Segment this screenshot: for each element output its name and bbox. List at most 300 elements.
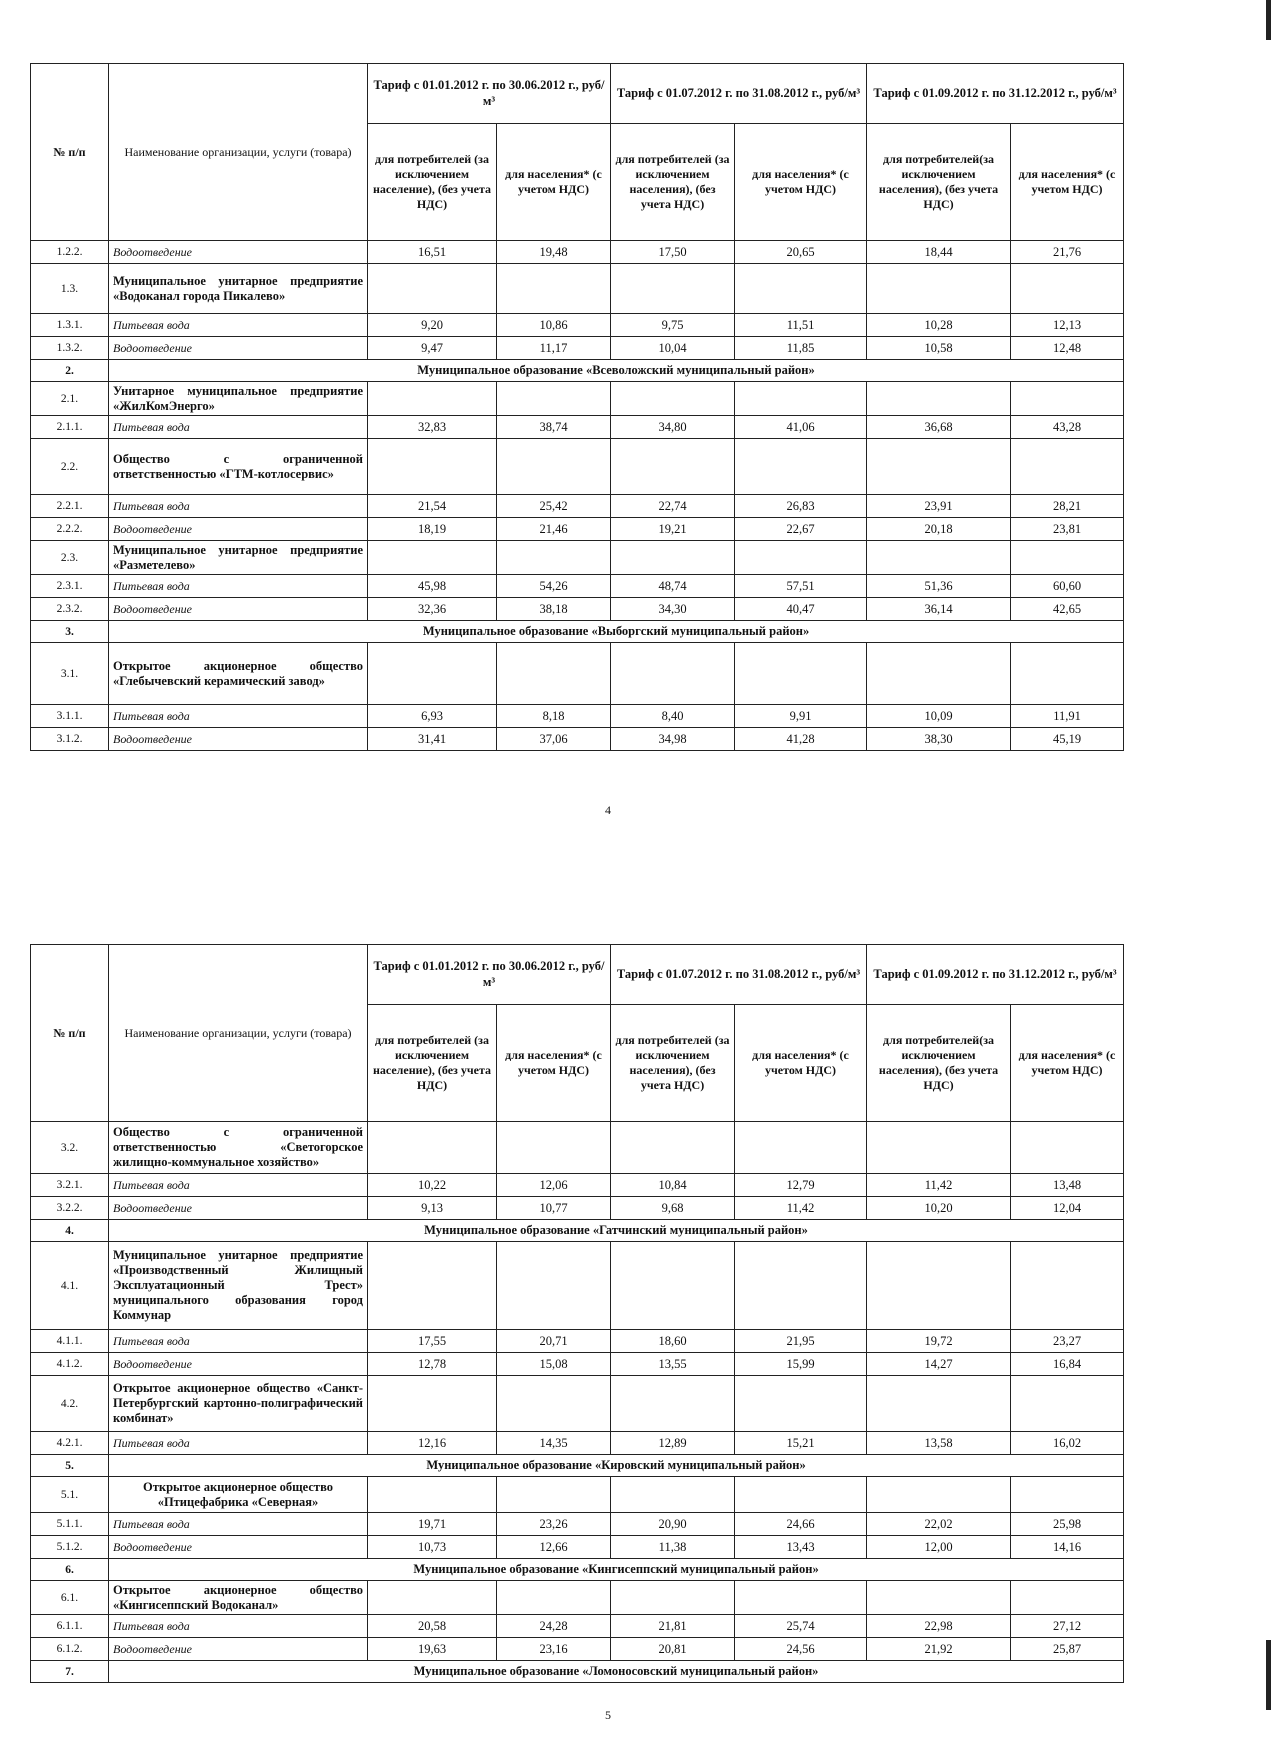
municipality-name: Муниципальное образование «Всеволожский муниципальный район» <box>109 360 1124 382</box>
service-name: Водоотведение <box>109 1536 368 1559</box>
empty-cell <box>497 1581 611 1615</box>
header-p2-population: для населения* (с учетом НДС) <box>735 124 867 241</box>
tariff-value: 10,86 <box>497 314 611 337</box>
tariff-value: 15,21 <box>735 1432 867 1455</box>
row-number: 2.1.1. <box>31 416 109 439</box>
tariff-value: 10,22 <box>368 1174 497 1197</box>
tariff-value: 11,38 <box>611 1536 735 1559</box>
row-number: 1.3. <box>31 264 109 314</box>
header-p2-consumers: для потребителей (за исключением населения), (без учета НДС) <box>611 1005 735 1122</box>
empty-cell <box>735 1477 867 1513</box>
tariff-value: 23,81 <box>1011 518 1124 541</box>
tariff-value: 60,60 <box>1011 575 1124 598</box>
row-number: 3.1.1. <box>31 705 109 728</box>
header-p1-population: для населения* (с учетом НДС) <box>497 124 611 241</box>
header-p1-consumers: для потребителей (за исключением население), (без учета НДС) <box>368 1005 497 1122</box>
tariff-value: 12,04 <box>1011 1197 1124 1220</box>
header-p2-population: для населения* (с учетом НДС) <box>735 1005 867 1122</box>
tariff-table-page-4 <box>30 63 1124 751</box>
row-number: 7. <box>31 1661 109 1683</box>
row-number: 1.2.2. <box>31 241 109 264</box>
tariff-value: 11,85 <box>735 337 867 360</box>
tariff-value: 16,51 <box>368 241 497 264</box>
table-row <box>31 1477 1124 1513</box>
tariff-value: 36,14 <box>867 598 1011 621</box>
row-number: 5.1. <box>31 1477 109 1513</box>
tariff-value: 12,06 <box>497 1174 611 1197</box>
row-number: 3.1. <box>31 643 109 705</box>
tariff-value: 21,76 <box>1011 241 1124 264</box>
tariff-value: 9,47 <box>368 337 497 360</box>
tariff-value: 20,65 <box>735 241 867 264</box>
tariff-value: 24,28 <box>497 1615 611 1638</box>
municipality-name: Муниципальное образование «Выборгский муниципальный район» <box>109 621 1124 643</box>
service-name: Питьевая вода <box>109 495 368 518</box>
tariff-value: 6,93 <box>368 705 497 728</box>
table-row <box>31 264 1124 314</box>
header-period-2: Тариф с 01.07.2012 г. по 31.08.2012 г., руб/м³ <box>611 64 867 124</box>
service-name: Питьевая вода <box>109 1615 368 1638</box>
empty-cell <box>735 1376 867 1432</box>
tariff-value: 11,91 <box>1011 705 1124 728</box>
tariff-value: 32,83 <box>368 416 497 439</box>
table-row <box>31 643 1124 705</box>
tariff-value: 12,79 <box>735 1174 867 1197</box>
tariff-value: 32,36 <box>368 598 497 621</box>
tariff-value: 40,47 <box>735 598 867 621</box>
service-name: Питьевая вода <box>109 705 368 728</box>
empty-cell <box>1011 1581 1124 1615</box>
empty-cell <box>735 439 867 495</box>
empty-cell <box>1011 264 1124 314</box>
header-num: № п/п <box>31 64 109 241</box>
tariff-value: 10,84 <box>611 1174 735 1197</box>
table-row <box>31 416 1124 439</box>
tariff-value: 9,20 <box>368 314 497 337</box>
empty-cell <box>368 541 497 575</box>
table-row <box>31 241 1124 264</box>
tariff-value: 42,65 <box>1011 598 1124 621</box>
tariff-value: 20,71 <box>497 1330 611 1353</box>
tariff-value: 38,18 <box>497 598 611 621</box>
row-number: 2.3.1. <box>31 575 109 598</box>
empty-cell <box>368 1477 497 1513</box>
empty-cell <box>735 541 867 575</box>
empty-cell <box>611 1376 735 1432</box>
tariff-value: 36,68 <box>867 416 1011 439</box>
empty-cell <box>611 264 735 314</box>
tariff-value: 9,75 <box>611 314 735 337</box>
tariff-value: 11,42 <box>735 1197 867 1220</box>
tariff-value: 9,68 <box>611 1197 735 1220</box>
empty-cell <box>735 264 867 314</box>
empty-cell <box>867 643 1011 705</box>
table-row <box>31 705 1124 728</box>
table-row <box>31 1122 1124 1174</box>
tariff-value: 14,35 <box>497 1432 611 1455</box>
empty-cell <box>497 382 611 416</box>
table-row <box>31 1615 1124 1638</box>
table-row <box>31 1220 1124 1242</box>
header-period-1: Тариф с 01.01.2012 г. по 30.06.2012 г., руб/м³ <box>368 945 611 1005</box>
tariff-value: 11,17 <box>497 337 611 360</box>
tariff-value: 17,50 <box>611 241 735 264</box>
table-row <box>31 1513 1124 1536</box>
tariff-value: 10,58 <box>867 337 1011 360</box>
tariff-value: 22,98 <box>867 1615 1011 1638</box>
tariff-value: 13,55 <box>611 1353 735 1376</box>
empty-cell <box>368 643 497 705</box>
tariff-value: 21,46 <box>497 518 611 541</box>
table-row <box>31 1581 1124 1615</box>
tariff-value: 12,78 <box>368 1353 497 1376</box>
service-name: Водоотведение <box>109 337 368 360</box>
row-number: 2.3. <box>31 541 109 575</box>
service-name: Водоотведение <box>109 1197 368 1220</box>
table-row <box>31 1353 1124 1376</box>
tariff-value: 10,77 <box>497 1197 611 1220</box>
organization-name: Открытое акционерное общество «Глебычевский керамический завод» <box>109 643 368 705</box>
row-number: 2. <box>31 360 109 382</box>
empty-cell <box>497 643 611 705</box>
empty-cell <box>1011 1122 1124 1174</box>
empty-cell <box>497 439 611 495</box>
tariff-value: 9,91 <box>735 705 867 728</box>
municipality-name: Муниципальное образование «Кингисеппский муниципальный район» <box>109 1559 1124 1581</box>
empty-cell <box>867 382 1011 416</box>
empty-cell <box>368 1581 497 1615</box>
row-number: 4.1.2. <box>31 1353 109 1376</box>
row-number: 4.2. <box>31 1376 109 1432</box>
tariff-value: 12,48 <box>1011 337 1124 360</box>
header-period-1: Тариф с 01.01.2012 г. по 30.06.2012 г., руб/м³ <box>368 64 611 124</box>
empty-cell <box>368 264 497 314</box>
table-row <box>31 1661 1124 1683</box>
organization-name: Открытое акционерное общество «Птицефабрика «Северная» <box>109 1477 368 1513</box>
service-name: Водоотведение <box>109 728 368 751</box>
empty-cell <box>497 1242 611 1330</box>
table-row <box>31 439 1124 495</box>
empty-cell <box>867 541 1011 575</box>
empty-cell <box>735 382 867 416</box>
tariff-value: 23,16 <box>497 1638 611 1661</box>
tariff-value: 25,74 <box>735 1615 867 1638</box>
header-period-3: Тариф с 01.09.2012 г. по 31.12.2012 г., руб/м³ <box>867 945 1124 1005</box>
tariff-value: 27,12 <box>1011 1615 1124 1638</box>
table-row <box>31 728 1124 751</box>
organization-name: Общество с ограниченной ответственностью «Светогорское жилищно-коммунальное хозяйство» <box>109 1122 368 1174</box>
empty-cell <box>1011 643 1124 705</box>
organization-name: Муниципальное унитарное предприятие «Разметелево» <box>109 541 368 575</box>
tariff-value: 43,28 <box>1011 416 1124 439</box>
tariff-value: 8,40 <box>611 705 735 728</box>
tariff-value: 19,48 <box>497 241 611 264</box>
tariff-value: 41,28 <box>735 728 867 751</box>
tariff-value: 12,89 <box>611 1432 735 1455</box>
tariff-value: 28,21 <box>1011 495 1124 518</box>
service-name: Водоотведение <box>109 518 368 541</box>
tariff-value: 23,26 <box>497 1513 611 1536</box>
tariff-value: 37,06 <box>497 728 611 751</box>
row-number: 6.1. <box>31 1581 109 1615</box>
tariff-value: 12,66 <box>497 1536 611 1559</box>
empty-cell <box>1011 541 1124 575</box>
organization-name: Муниципальное унитарное предприятие «Водоканал города Пикалево» <box>109 264 368 314</box>
tariff-value: 13,58 <box>867 1432 1011 1455</box>
tariff-value: 54,26 <box>497 575 611 598</box>
tariff-table-page-5 <box>30 944 1124 1683</box>
tariff-value: 45,98 <box>368 575 497 598</box>
table-row <box>31 621 1124 643</box>
tariff-value: 16,84 <box>1011 1353 1124 1376</box>
table-row <box>31 1174 1124 1197</box>
empty-cell <box>497 264 611 314</box>
tariff-value: 45,19 <box>1011 728 1124 751</box>
service-name: Водоотведение <box>109 598 368 621</box>
tariff-value: 18,44 <box>867 241 1011 264</box>
tariff-value: 18,19 <box>368 518 497 541</box>
tariff-value: 38,30 <box>867 728 1011 751</box>
table-row <box>31 518 1124 541</box>
tariff-value: 34,80 <box>611 416 735 439</box>
organization-name: Унитарное муниципальное предприятие «ЖилКомЭнерго» <box>109 382 368 416</box>
row-number: 3.1.2. <box>31 728 109 751</box>
service-name: Питьевая вода <box>109 1432 368 1455</box>
row-number: 4.2.1. <box>31 1432 109 1455</box>
tariff-value: 25,42 <box>497 495 611 518</box>
page-number: 4 <box>605 803 611 817</box>
table-row <box>31 541 1124 575</box>
service-name: Питьевая вода <box>109 314 368 337</box>
empty-cell <box>1011 1242 1124 1330</box>
tariff-value: 38,74 <box>497 416 611 439</box>
empty-cell <box>867 1242 1011 1330</box>
tariff-value: 14,27 <box>867 1353 1011 1376</box>
empty-cell <box>497 1376 611 1432</box>
empty-cell <box>611 1581 735 1615</box>
tariff-value: 51,36 <box>867 575 1011 598</box>
empty-cell <box>368 382 497 416</box>
row-number: 5. <box>31 1455 109 1477</box>
header-period-2: Тариф с 01.07.2012 г. по 31.08.2012 г., руб/м³ <box>611 945 867 1005</box>
tariff-value: 23,91 <box>867 495 1011 518</box>
header-period-3: Тариф с 01.09.2012 г. по 31.12.2012 г., руб/м³ <box>867 64 1124 124</box>
tariff-value: 21,81 <box>611 1615 735 1638</box>
row-number: 3. <box>31 621 109 643</box>
tariff-value: 8,18 <box>497 705 611 728</box>
row-number: 6.1.1. <box>31 1615 109 1638</box>
empty-cell <box>1011 1477 1124 1513</box>
tariff-value: 26,83 <box>735 495 867 518</box>
tariff-value: 21,54 <box>368 495 497 518</box>
row-number: 5.1.1. <box>31 1513 109 1536</box>
empty-cell <box>867 264 1011 314</box>
empty-cell <box>1011 439 1124 495</box>
service-name: Водоотведение <box>109 1353 368 1376</box>
tariff-value: 10,04 <box>611 337 735 360</box>
tariff-value: 19,21 <box>611 518 735 541</box>
table-row <box>31 314 1124 337</box>
tariff-value: 12,16 <box>368 1432 497 1455</box>
tariff-value: 19,72 <box>867 1330 1011 1353</box>
header-p1-population: для населения* (с учетом НДС) <box>497 1005 611 1122</box>
tariff-value: 23,27 <box>1011 1330 1124 1353</box>
tariff-value: 12,00 <box>867 1536 1011 1559</box>
empty-cell <box>368 1376 497 1432</box>
tariff-value: 48,74 <box>611 575 735 598</box>
row-number: 1.3.1. <box>31 314 109 337</box>
empty-cell <box>611 1122 735 1174</box>
empty-cell <box>1011 1376 1124 1432</box>
row-number: 2.2. <box>31 439 109 495</box>
tariff-value: 31,41 <box>368 728 497 751</box>
page-number: 5 <box>605 1708 611 1722</box>
service-name: Питьевая вода <box>109 575 368 598</box>
empty-cell <box>611 382 735 416</box>
tariff-value: 10,73 <box>368 1536 497 1559</box>
row-number: 2.2.1. <box>31 495 109 518</box>
scan-edge-mark <box>1266 0 1271 40</box>
tariff-value: 21,92 <box>867 1638 1011 1661</box>
service-name: Питьевая вода <box>109 416 368 439</box>
table-row <box>31 337 1124 360</box>
row-number: 1.3.2. <box>31 337 109 360</box>
tariff-value: 24,66 <box>735 1513 867 1536</box>
tariff-value: 10,28 <box>867 314 1011 337</box>
empty-cell <box>1011 382 1124 416</box>
empty-cell <box>611 439 735 495</box>
tariff-value: 15,08 <box>497 1353 611 1376</box>
row-number: 4.1.1. <box>31 1330 109 1353</box>
empty-cell <box>497 541 611 575</box>
tariff-value: 15,99 <box>735 1353 867 1376</box>
scan-edge-mark <box>1266 1640 1271 1710</box>
table-row <box>31 1197 1124 1220</box>
empty-cell <box>368 1242 497 1330</box>
tariff-value: 20,18 <box>867 518 1011 541</box>
tariff-value: 19,63 <box>368 1638 497 1661</box>
tariff-value: 12,13 <box>1011 314 1124 337</box>
table-row <box>31 1242 1124 1330</box>
row-number: 2.3.2. <box>31 598 109 621</box>
row-number: 3.2.1. <box>31 1174 109 1197</box>
empty-cell <box>735 1242 867 1330</box>
empty-cell <box>611 1242 735 1330</box>
header-p2-consumers: для потребителей (за исключением населения), (без учета НДС) <box>611 124 735 241</box>
tariff-value: 13,43 <box>735 1536 867 1559</box>
service-name: Питьевая вода <box>109 1174 368 1197</box>
header-p3-population: для населения* (с учетом НДС) <box>1011 1005 1124 1122</box>
service-name: Питьевая вода <box>109 1330 368 1353</box>
row-number: 3.2.2. <box>31 1197 109 1220</box>
row-number: 2.2.2. <box>31 518 109 541</box>
empty-cell <box>735 1122 867 1174</box>
table-row <box>31 1638 1124 1661</box>
header-p3-consumers: для потребителей(за исключением населения), (без учета НДС) <box>867 124 1011 241</box>
empty-cell <box>497 1122 611 1174</box>
organization-name: Общество с ограниченной ответственностью «ГТМ-котлосервис» <box>109 439 368 495</box>
table-row <box>31 382 1124 416</box>
tariff-value: 18,60 <box>611 1330 735 1353</box>
header-name: Наименование организации, услуги (товара) <box>109 64 368 241</box>
tariff-value: 25,87 <box>1011 1638 1124 1661</box>
table-row <box>31 1376 1124 1432</box>
tariff-value: 34,30 <box>611 598 735 621</box>
tariff-value: 10,20 <box>867 1197 1011 1220</box>
row-number: 5.1.2. <box>31 1536 109 1559</box>
empty-cell <box>497 1477 611 1513</box>
row-number: 6. <box>31 1559 109 1581</box>
table-row <box>31 1330 1124 1353</box>
table-row <box>31 1536 1124 1559</box>
tariff-value: 9,13 <box>368 1197 497 1220</box>
organization-name: Муниципальное унитарное предприятие «Производственный Жилищный Эксплуатационный Трест» муниципального образования город Коммунар <box>109 1242 368 1330</box>
tariff-value: 14,16 <box>1011 1536 1124 1559</box>
tariff-value: 22,02 <box>867 1513 1011 1536</box>
tariff-value: 17,55 <box>368 1330 497 1353</box>
row-number: 6.1.2. <box>31 1638 109 1661</box>
table-row <box>31 360 1124 382</box>
empty-cell <box>368 439 497 495</box>
tariff-value: 20,81 <box>611 1638 735 1661</box>
header-p3-population: для населения* (с учетом НДС) <box>1011 124 1124 241</box>
empty-cell <box>867 1376 1011 1432</box>
organization-name: Открытое акционерное общество «Санкт-Петербургский картонно-полиграфический комбинат» <box>109 1376 368 1432</box>
table-row <box>31 598 1124 621</box>
tariff-value: 20,90 <box>611 1513 735 1536</box>
row-number: 4.1. <box>31 1242 109 1330</box>
service-name: Водоотведение <box>109 1638 368 1661</box>
header-num: № п/п <box>31 945 109 1122</box>
organization-name: Открытое акционерное общество «Кингисеппский Водоканал» <box>109 1581 368 1615</box>
row-number: 4. <box>31 1220 109 1242</box>
tariff-value: 20,58 <box>368 1615 497 1638</box>
table-row <box>31 1455 1124 1477</box>
service-name: Питьевая вода <box>109 1513 368 1536</box>
empty-cell <box>368 1122 497 1174</box>
row-number: 3.2. <box>31 1122 109 1174</box>
row-number: 2.1. <box>31 382 109 416</box>
tariff-value: 11,51 <box>735 314 867 337</box>
empty-cell <box>611 643 735 705</box>
tariff-value: 21,95 <box>735 1330 867 1353</box>
tariff-value: 22,67 <box>735 518 867 541</box>
empty-cell <box>867 1581 1011 1615</box>
header-name: Наименование организации, услуги (товара) <box>109 945 368 1122</box>
municipality-name: Муниципальное образование «Гатчинский муниципальный район» <box>109 1220 1124 1242</box>
municipality-name: Муниципальное образование «Кировский муниципальный район» <box>109 1455 1124 1477</box>
tariff-value: 19,71 <box>368 1513 497 1536</box>
municipality-name: Муниципальное образование «Ломоносовский муниципальный район» <box>109 1661 1124 1683</box>
tariff-value: 34,98 <box>611 728 735 751</box>
empty-cell <box>611 1477 735 1513</box>
tariff-value: 25,98 <box>1011 1513 1124 1536</box>
tariff-value: 16,02 <box>1011 1432 1124 1455</box>
service-name: Водоотведение <box>109 241 368 264</box>
table-row <box>31 1432 1124 1455</box>
empty-cell <box>867 1122 1011 1174</box>
tariff-value: 10,09 <box>867 705 1011 728</box>
tariff-value: 24,56 <box>735 1638 867 1661</box>
tariff-value: 41,06 <box>735 416 867 439</box>
tariff-value: 22,74 <box>611 495 735 518</box>
empty-cell <box>867 1477 1011 1513</box>
table-row <box>31 575 1124 598</box>
table-row <box>31 1559 1124 1581</box>
empty-cell <box>735 1581 867 1615</box>
tariff-value: 57,51 <box>735 575 867 598</box>
header-p3-consumers: для потребителей(за исключением населения), (без учета НДС) <box>867 1005 1011 1122</box>
